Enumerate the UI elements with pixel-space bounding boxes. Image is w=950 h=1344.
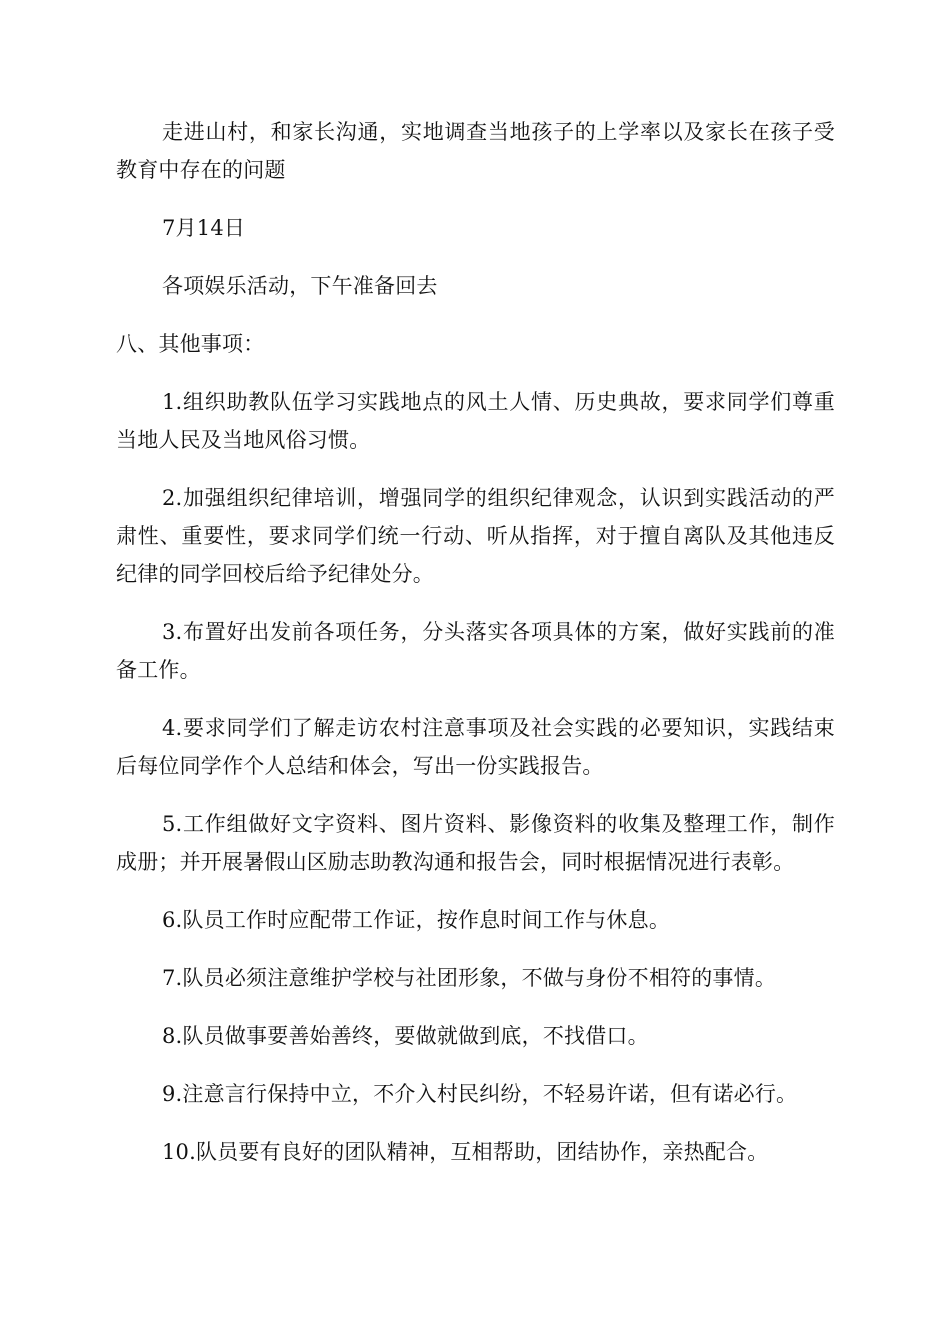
document-body (116, 113, 835, 1191)
list-item: 3.布置好出发前各项任务，分头落实各项具体的方案，做好实践前的准备工作。 (116, 620, 835, 682)
paragraph-activities: 各项娱乐活动，下午准备回去 (162, 274, 438, 298)
list-item: 10.队员要有良好的团队精神，互相帮助，团结协作，亲热配合。 (162, 1140, 769, 1164)
list-item: 2.加强组织纪律培训，增强同学的组织纪律观念，认识到实践活动的严肃性、重要性，要求同学们统一行动、听从指挥，对于擅自离队及其他违反纪律的同学回校后给予纪律处分。 (116, 486, 835, 586)
section-heading: 八、其他事项： (116, 332, 265, 356)
list-item: 9.注意言行保持中立，不介入村民纠纷，不轻易许诺，但有诺必行。 (162, 1082, 798, 1106)
list-item: 4.要求同学们了解走访农村注意事项及社会实践的必要知识，实践结束后每位同学作个人总结和体会，写出一份实践报告。 (116, 716, 835, 778)
paragraph-village-survey: 走进山村，和家长沟通，实地调查当地孩子的上学率以及家长在孩子受教育中存在的问题 (116, 120, 835, 182)
date-heading: 7月14日 (162, 216, 246, 240)
list-item: 8.队员做事要善始善终，要做就做到底，不找借口。 (162, 1024, 649, 1048)
list-item: 6.队员工作时应配带工作证，按作息时间工作与休息。 (162, 908, 671, 932)
list-item: 5.工作组做好文字资料、图片资料、影像资料的收集及整理工作，制作成册；并开展暑假山区励志助教沟通和报告会，同时根据情况进行表彰。 (116, 812, 835, 874)
list-item: 7.队员必须注意维护学校与社团形象，不做与身份不相符的事情。 (162, 966, 777, 990)
list-item: 1.组织助教队伍学习实践地点的风土人情、历史典故，要求同学们尊重当地人民及当地风俗习惯。 (116, 390, 835, 452)
